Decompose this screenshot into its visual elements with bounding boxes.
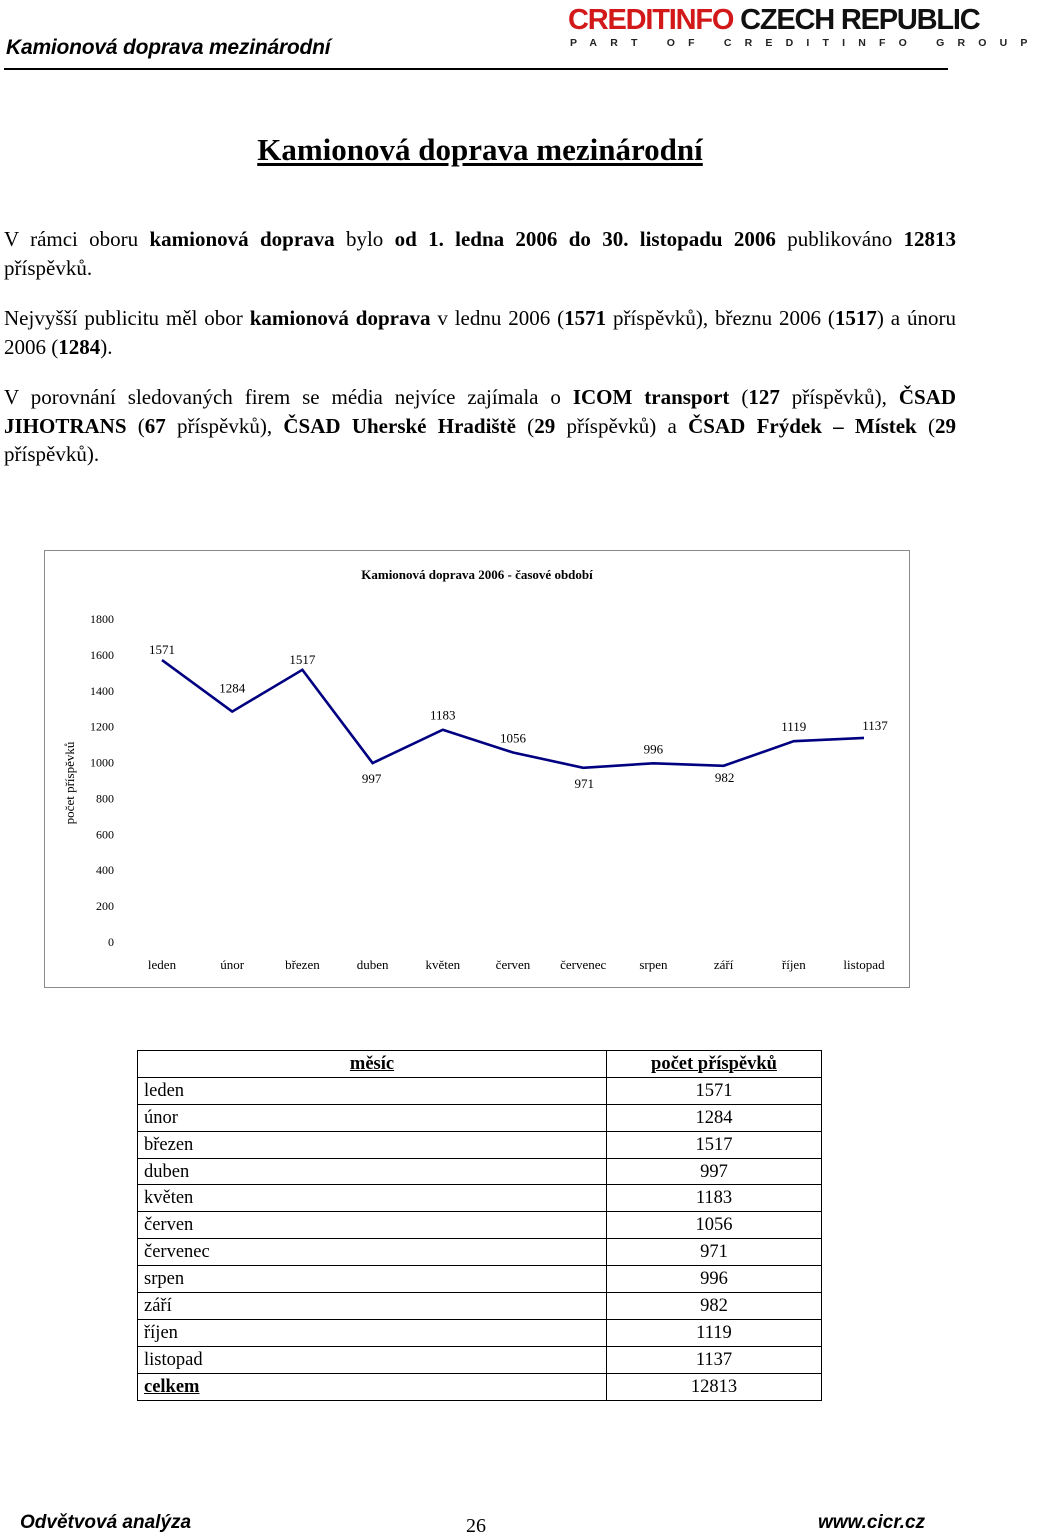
header-month: měsíc: [138, 1051, 607, 1078]
footer-left: Odvětvová analýza: [20, 1512, 192, 1533]
page-number: 26: [466, 1515, 486, 1537]
cell-month: duben: [138, 1158, 607, 1185]
paragraph-top-months: Nejvyšší publicitu měl obor kamionová doprava v lednu 2006 (1571 příspěvků), březnu 2006 (1517) a únoru 2006 (1284).: [4, 306, 956, 359]
x-tick-label: říjen: [781, 957, 806, 972]
cell-month: květen: [138, 1185, 607, 1212]
cell-count: 996: [607, 1266, 822, 1293]
table-row: [138, 1131, 822, 1158]
data-labels: [149, 642, 888, 791]
cell-count: 1571: [607, 1077, 822, 1104]
monthly-table: [137, 1050, 822, 1401]
data-label: 996: [643, 741, 664, 757]
x-tick-label: březen: [285, 957, 320, 972]
cell-count: 1284: [607, 1104, 822, 1131]
data-label: 1137: [862, 717, 888, 733]
x-tick-label: květen: [425, 957, 461, 972]
table-row: [138, 1346, 822, 1373]
header-title: Kamionová doprava mezinárodní: [6, 36, 331, 59]
cell-month: říjen: [138, 1319, 607, 1346]
x-tick-label: září: [713, 957, 734, 972]
cell-count: 1137: [607, 1346, 822, 1373]
x-tick-label: duben: [356, 957, 389, 972]
logo-text-a: CREDITINFO: [568, 4, 734, 36]
x-tick-label: únor: [220, 957, 245, 972]
y-axis-ticks: [90, 612, 114, 949]
chart-title: Kamionová doprava 2006 - časové období: [361, 567, 593, 582]
data-label: 1119: [781, 719, 807, 735]
line-chart: [44, 550, 910, 988]
y-tick-label: 200: [96, 899, 114, 914]
document-title: Kamionová doprava mezinárodní: [257, 132, 703, 167]
cell-month: červen: [138, 1212, 607, 1239]
creditinfo-logo: [568, 4, 1041, 54]
table-row: [138, 1104, 822, 1131]
y-tick-label: 1800: [90, 612, 114, 626]
data-label: 1183: [430, 707, 456, 723]
data-label: 1284: [219, 680, 246, 696]
cell-month: červenec: [138, 1239, 607, 1266]
cell-month: listopad: [138, 1346, 607, 1373]
table-row: [138, 1158, 822, 1185]
cell-count: 1517: [607, 1131, 822, 1158]
data-label: 971: [574, 775, 594, 791]
header-count: počet příspěvků: [607, 1051, 822, 1078]
data-label: 1056: [500, 730, 526, 746]
table-row: [138, 1293, 822, 1320]
cell-month: březen: [138, 1131, 607, 1158]
table-row: [138, 1077, 822, 1104]
y-tick-label: 800: [96, 791, 114, 806]
x-tick-label: srpen: [639, 957, 668, 972]
table-total-row: [138, 1373, 822, 1400]
cell-month: září: [138, 1293, 607, 1320]
y-tick-label: 1600: [90, 647, 114, 662]
series-line: [162, 660, 864, 768]
cell-month: leden: [138, 1077, 607, 1104]
cell-count: 971: [607, 1239, 822, 1266]
cell-count: 1183: [607, 1185, 822, 1212]
cell-month: srpen: [138, 1266, 607, 1293]
data-label: 1517: [289, 651, 316, 667]
y-tick-label: 1400: [90, 683, 114, 698]
cell-count: 1119: [607, 1319, 822, 1346]
logo-wordmark: [568, 4, 979, 37]
table-header-row: [138, 1051, 822, 1078]
logo-text-b: CZECH REPUBLIC: [740, 4, 980, 36]
data-label: 982: [714, 769, 735, 785]
cell-month: únor: [138, 1104, 607, 1131]
paragraph-companies: V porovnání sledovaných firem se média nejvíce zajímala o ICOM transport (127 příspěvků), ČSAD JIHOTRANS (67 příspěvků), ČSAD Uherské Hradiště (29 příspěvků) a ČSAD Frýdek – Místek (29 příspěvků).: [4, 385, 957, 466]
x-tick-label: leden: [147, 957, 177, 972]
y-tick-label: 0: [108, 935, 114, 949]
cell-count: 1056: [607, 1212, 822, 1239]
table-row: [138, 1212, 822, 1239]
data-label: 1571: [149, 642, 175, 658]
series-line-group: [162, 660, 864, 768]
table-row: [138, 1185, 822, 1212]
table-row: [138, 1266, 822, 1293]
y-tick-label: 600: [96, 827, 114, 842]
footer-website: www.cicr.cz: [818, 1512, 926, 1533]
y-tick-label: 1000: [90, 755, 114, 770]
data-label: 997: [361, 771, 382, 787]
paragraph-summary: V rámci oboru kamionová doprava bylo od 1. ledna 2006 do 30. listopadu 2006 publikováno 12813 příspěvků.: [4, 227, 957, 280]
total-label: celkem: [138, 1373, 607, 1400]
x-axis-ticks: [148, 957, 885, 972]
y-axis-label: počet příspěvků: [62, 741, 77, 825]
y-tick-label: 1200: [90, 719, 114, 734]
total-value: 12813: [607, 1373, 822, 1400]
logo-subtitle: PART OF CREDITINFO GROUP: [570, 37, 1041, 49]
cell-count: 982: [607, 1293, 822, 1320]
header-divider: [4, 68, 948, 70]
cell-count: 997: [607, 1158, 822, 1185]
table-row: [138, 1239, 822, 1266]
x-tick-label: červen: [495, 957, 531, 972]
y-tick-label: 400: [96, 863, 114, 878]
x-tick-label: červenec: [560, 957, 607, 972]
x-tick-label: listopad: [843, 957, 885, 972]
table-row: [138, 1319, 822, 1346]
